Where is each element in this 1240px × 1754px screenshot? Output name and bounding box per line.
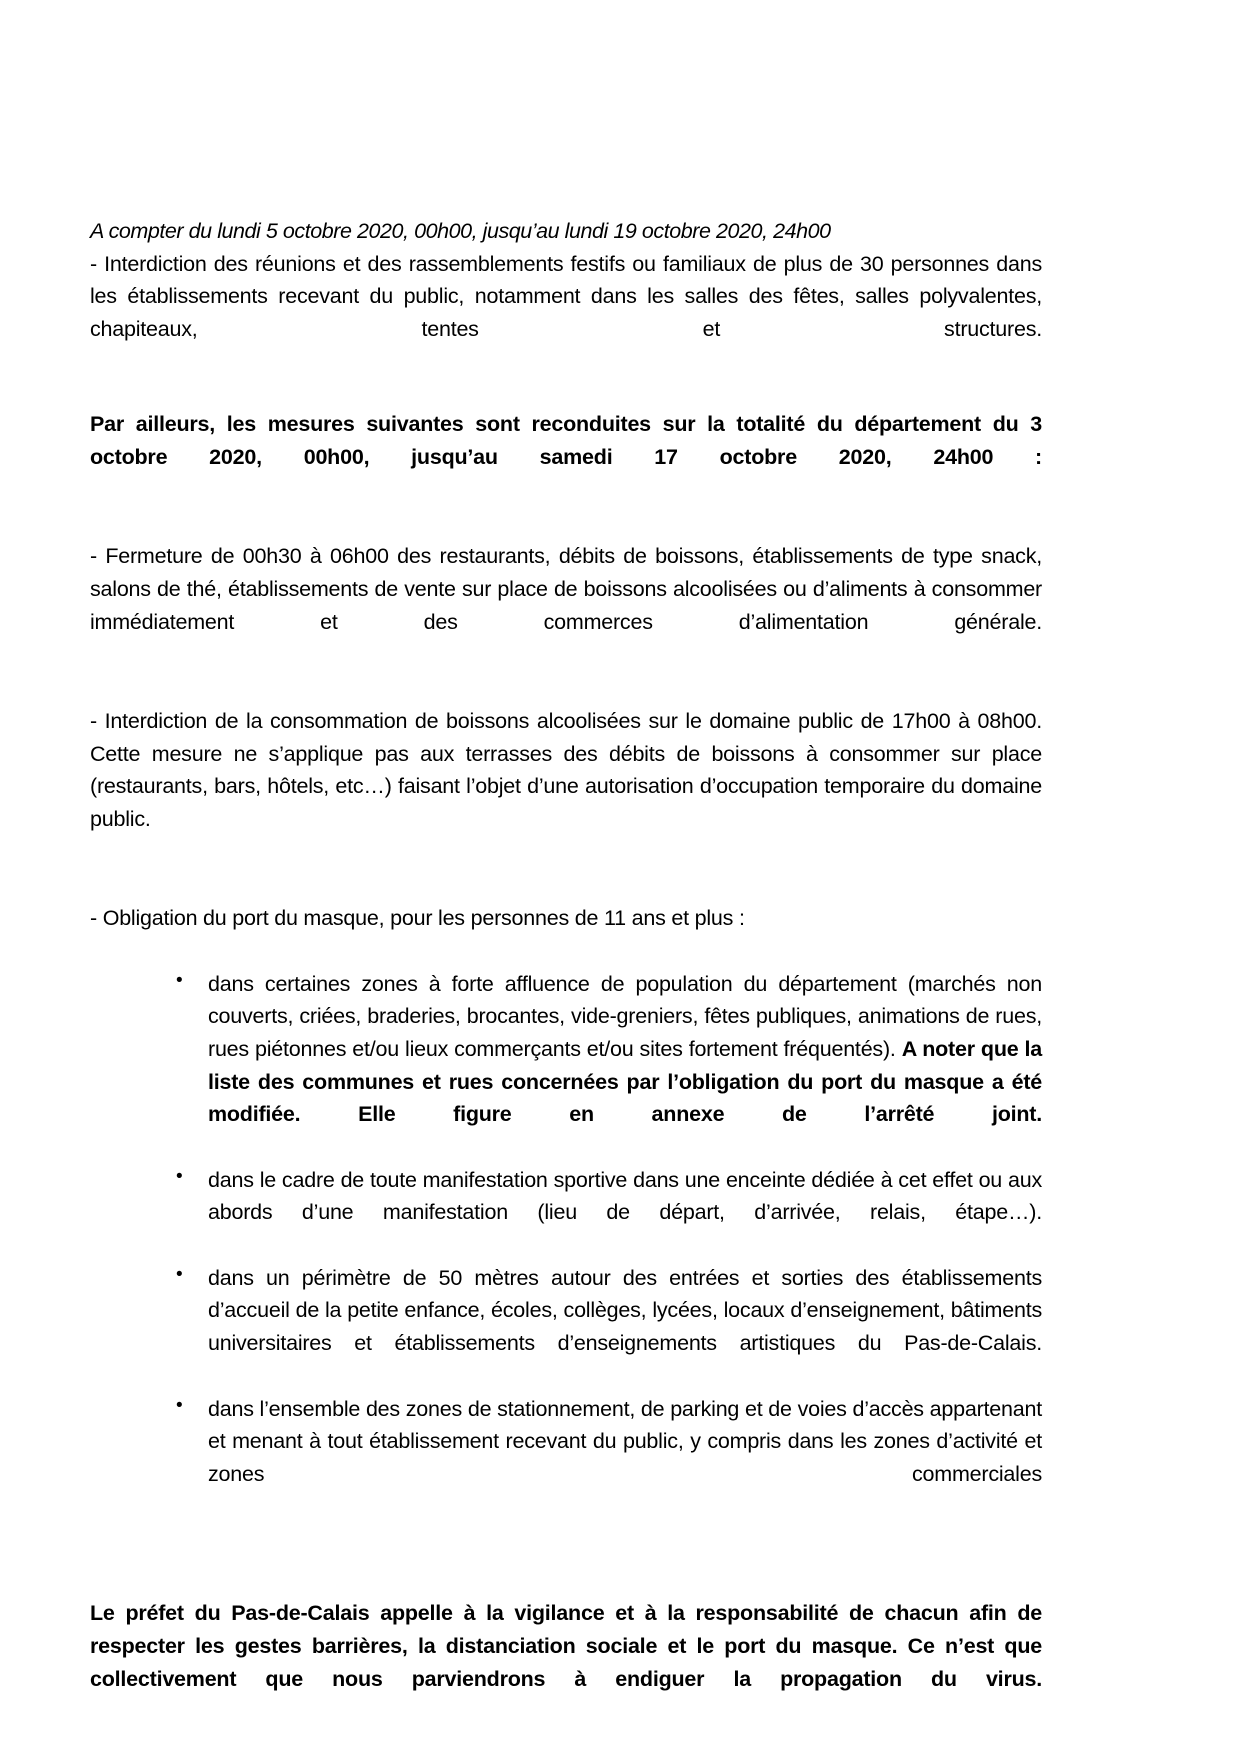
paragraph-interdiction-alcool: - Interdiction de la consommation de boissons alcoolisées sur le domaine public de 17h00 à 08h00. Cette mesure ne s’applique pas aux terrasses des débits de boissons à consommer sur place (restaurants, bars, hôtels, etc…) faisant l’objet d’une autorisation d’occupation temporaire du domaine public. (90, 709, 1042, 832)
spacer (90, 868, 1042, 902)
document-body (90, 215, 1042, 1728)
paragraph-par-ailleurs: Par ailleurs, les mesures suivantes sont reconduites sur la totalité du département du 3 octobre 2020, 00h00, jusqu’au samedi 17 octobre 2020, 24h00 : (90, 412, 1042, 470)
list-item-text: dans certaines zones à forte affluence de population du département (marchés non couverts, criées, braderies, brocantes, vide-greniers, fêtes publiques, animations de rues, rues piétonnes et/ou lieux commerçants et/ou sites fortement fréquentés). (208, 971, 1042, 1062)
spacer (90, 671, 1042, 705)
list-item-text: dans un périmètre de 50 mètres autour des entrées et sorties des établissements d’accueil de la petite enfance, écoles, collèges, lycées, locaux d’enseignement, bâtiments universitaires et établissements d’enseignements artistiques du Pas-de-Calais. (208, 1265, 1042, 1356)
spacer (90, 378, 1042, 408)
lead-italic-date-range: A compter du lundi 5 octobre 2020, 00h00, jusqu’au lundi 19 octobre 2020, 24h00 (90, 219, 831, 243)
paragraph-interdiction-reunions-text: - Interdiction des réunions et des rassemblements festifs ou familiaux de plus de 30 personnes dans les établissements recevant du public, notamment dans les salles des fêtes, salles polyvalentes, chapiteaux, tentes et structures. (90, 251, 1042, 342)
paragraph-obligation-masque-intro: - Obligation du port du masque, pour les personnes de 11 ans et plus : (90, 906, 745, 931)
spacer (90, 506, 1042, 540)
list-item-emphasis: A noter que la liste des communes et rues concernées par l’obligation du port du masque a été modifiée. Elle figure en annexe de l’arrêté joint. (208, 1037, 1042, 1127)
paragraph-closing-prefet: Le préfet du Pas-de-Calais appelle à la vigilance et à la responsabilité de chacun afin de respecter les gestes barrières, la distanciation sociale et le port du masque. Ce n’est que collectivement que nous parviendrons à endiguer la propagation du virus. (90, 1601, 1042, 1691)
list-item-text: dans l’ensemble des zones de stationnement, de parking et de voies d’accès appartenant et menant à tout établissement recevant du public, y compris dans les zones d’activité et zones commerciales (208, 1396, 1042, 1486)
list-item (90, 1262, 1042, 1393)
list-item-text: dans le cadre de toute manifestation sportive dans une enceinte dédiée à cet effet ou aux abords d’une manifestation (lieu de départ, d’arrivée, relais, étape…). (208, 1167, 1042, 1225)
list-item (90, 968, 1042, 1164)
masque-bullet-list (90, 968, 1042, 1523)
list-item (90, 1164, 1042, 1262)
list-item (90, 1393, 1042, 1524)
paragraph-fermeture: - Fermeture de 00h30 à 06h00 des restaurants, débits de boissons, établissements de type snack, salons de thé, établissements de vente sur place de boissons alcoolisées ou d’aliments à consommer immédiatement et des commerces d’alimentation générale. (90, 544, 1042, 634)
paragraph-interdiction-reunions (90, 215, 1042, 378)
spacer (90, 1523, 1042, 1597)
